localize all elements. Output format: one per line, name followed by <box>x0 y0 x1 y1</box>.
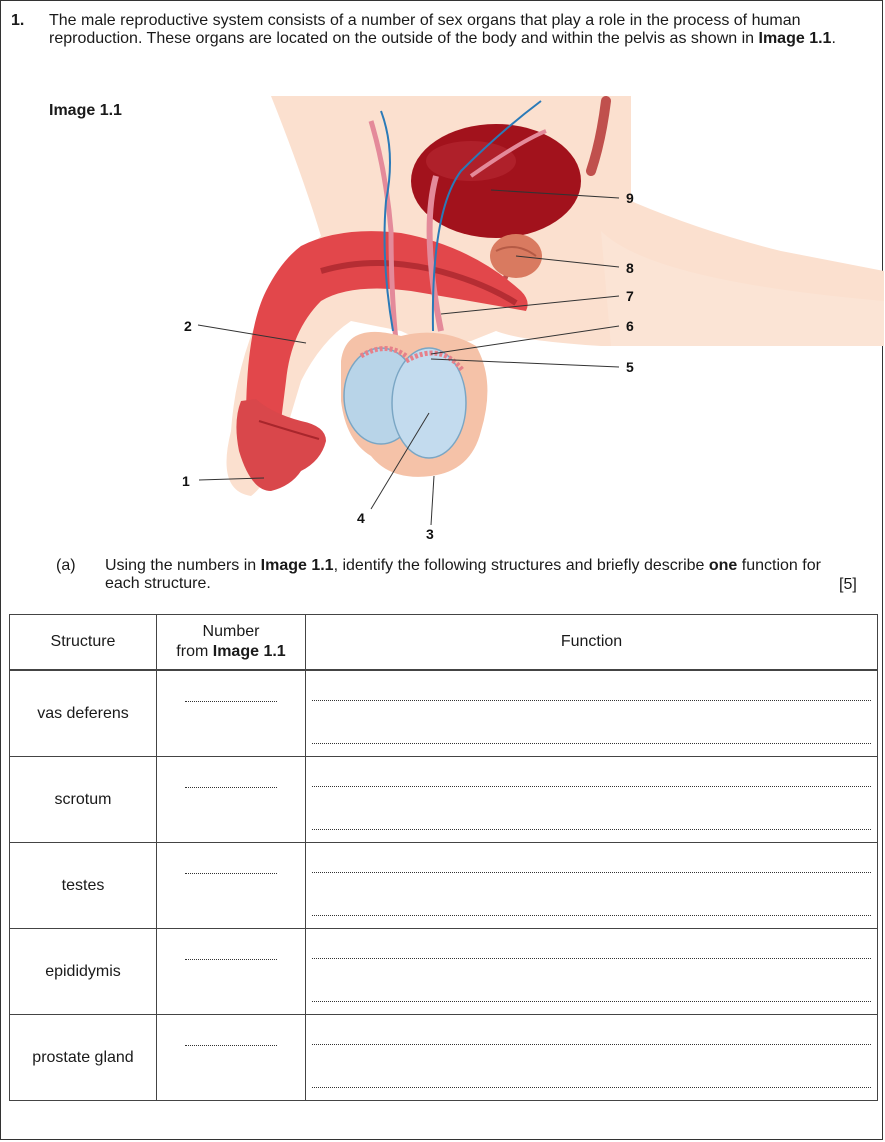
header-function: Function <box>306 615 878 671</box>
part-a-text-1: Using the numbers in <box>105 557 261 574</box>
part-a-image-ref: Image 1.1 <box>260 557 334 574</box>
header-number-image-ref: Image 1.1 <box>212 643 286 660</box>
number-answer-cell[interactable] <box>157 670 306 757</box>
part-a-emphasis: one <box>708 557 738 574</box>
number-answer-line <box>185 787 277 788</box>
figure-label-3: 3 <box>426 526 434 542</box>
table-row <box>10 843 878 929</box>
intro-text: The male reproductive system consists of a number of sex organs that play a role in the process of human reproduction. These organs are located on the outside of the body and within the pelvis as shown in <box>49 12 801 47</box>
figure-label-1: 1 <box>182 473 190 489</box>
function-answer-line <box>312 872 871 873</box>
marks-allocation: [5] <box>839 576 857 593</box>
number-answer-cell[interactable] <box>157 843 306 929</box>
number-answer-line <box>185 959 277 960</box>
part-a-text-3: function for each structure. <box>105 557 821 592</box>
function-answer-cell[interactable] <box>306 929 878 1015</box>
structure-cell: epididymis <box>10 929 157 1015</box>
testis-right <box>392 348 466 458</box>
function-answer-line <box>312 1044 871 1045</box>
number-answer-line <box>185 1045 277 1046</box>
function-answer-line <box>312 786 871 787</box>
part-a-instruction <box>105 557 845 593</box>
number-answer-line <box>185 701 277 702</box>
structure-cell: vas deferens <box>10 670 157 757</box>
function-answer-line <box>312 1087 871 1088</box>
number-answer-line <box>185 873 277 874</box>
function-answer-line <box>312 1001 871 1002</box>
reproductive-system-diagram <box>1 96 884 546</box>
figure-caption: Image 1.1 <box>49 102 122 119</box>
function-answer-cell[interactable] <box>306 757 878 843</box>
question-intro <box>49 12 849 48</box>
header-number <box>157 615 306 671</box>
intro-text-end: . <box>831 30 836 47</box>
figure-label-7: 7 <box>626 288 634 304</box>
function-answer-line <box>312 829 871 830</box>
structure-cell: prostate gland <box>10 1015 157 1101</box>
figure-label-6: 6 <box>626 318 634 334</box>
answer-table <box>9 614 878 1101</box>
table-row <box>10 1015 878 1101</box>
function-answer-line <box>312 958 871 959</box>
intro-image-ref: Image 1.1 <box>758 30 832 47</box>
function-answer-line <box>312 700 871 701</box>
number-answer-cell[interactable] <box>157 757 306 843</box>
figure-label-4: 4 <box>357 510 365 526</box>
part-a-label: (a) <box>56 557 76 574</box>
header-structure: Structure <box>10 615 157 671</box>
structure-cell: scrotum <box>10 757 157 843</box>
structure-cell: testes <box>10 843 157 929</box>
figure-label-2: 2 <box>184 318 192 334</box>
header-number-prefix: from <box>176 643 213 660</box>
figure-label-5: 5 <box>626 359 634 375</box>
table-row <box>10 757 878 843</box>
number-answer-cell[interactable] <box>157 929 306 1015</box>
header-number-line1: Number <box>202 623 260 640</box>
function-answer-line <box>312 915 871 916</box>
part-a-text-2: , identify the following structures and briefly describe <box>333 557 709 574</box>
number-answer-cell[interactable] <box>157 1015 306 1101</box>
table-row <box>10 670 878 757</box>
function-answer-cell[interactable] <box>306 1015 878 1101</box>
table-header-row <box>10 615 878 671</box>
figure-label-9: 9 <box>626 190 634 206</box>
question-number: 1. <box>11 12 25 29</box>
function-answer-line <box>312 743 871 744</box>
table-row <box>10 929 878 1015</box>
function-answer-cell[interactable] <box>306 670 878 757</box>
function-answer-cell[interactable] <box>306 843 878 929</box>
figure-label-8: 8 <box>626 260 634 276</box>
